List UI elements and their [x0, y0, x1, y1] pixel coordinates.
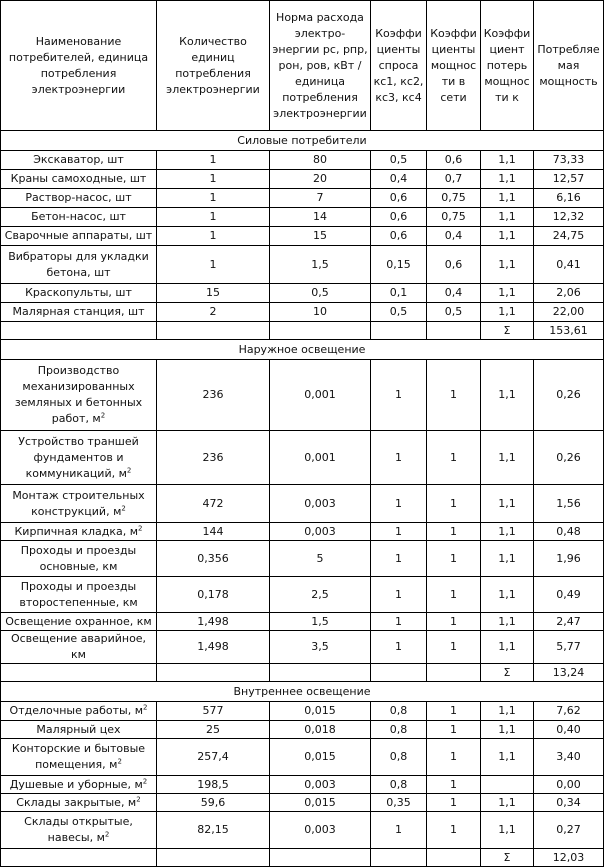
- empty-cell: [270, 664, 371, 682]
- cell-kl: 1,1: [481, 246, 534, 284]
- section-title: Силовые потребители: [1, 131, 604, 151]
- cell-kp: 0,4: [427, 284, 481, 303]
- cell-name: Сварочные аппараты, шт: [1, 227, 157, 246]
- cell-name: Раствор-насос, шт: [1, 189, 157, 208]
- cell-name: Краны самоходные, шт: [1, 170, 157, 189]
- cell-norm: 1,5: [270, 613, 371, 631]
- cell-kl: 1,1: [481, 577, 534, 613]
- cell-qty: 59,6: [157, 794, 270, 812]
- table-row: [1, 208, 604, 227]
- cell-qty: 1,498: [157, 613, 270, 631]
- cell-norm: 0,003: [270, 523, 371, 541]
- table-row: [1, 812, 604, 849]
- table-row: [1, 360, 604, 431]
- cell-name: Освещение охранное, км: [1, 613, 157, 631]
- unit-superscript: 2: [136, 794, 141, 803]
- cell-norm: 0,015: [270, 794, 371, 812]
- cell-kp: 1: [427, 631, 481, 664]
- cell-name-text: Конторские и бытовые помещения, м: [11, 742, 146, 771]
- cell-qty: 236: [157, 360, 270, 431]
- cell-name-text: Душевые и уборные, м: [9, 777, 143, 791]
- cell-p: 0,40: [534, 721, 604, 739]
- cell-name: Малярная станция, шт: [1, 303, 157, 322]
- cell-p: 0,41: [534, 246, 604, 284]
- empty-cell: [427, 664, 481, 682]
- section-total: 12,03: [534, 849, 604, 867]
- empty-cell: [157, 322, 270, 340]
- total-row: [1, 322, 604, 340]
- empty-cell: [270, 849, 371, 867]
- cell-kl: 1,1: [481, 631, 534, 664]
- cell-norm: 80: [270, 151, 371, 170]
- cell-p: 3,40: [534, 739, 604, 776]
- cell-kd: 0,8: [371, 721, 427, 739]
- cell-norm: 0,003: [270, 812, 371, 849]
- cell-kp: 0,6: [427, 246, 481, 284]
- section-title: Внутреннее освещение: [1, 682, 604, 702]
- cell-kd: 0,6: [371, 208, 427, 227]
- cell-kd: 0,8: [371, 739, 427, 776]
- empty-cell: [1, 849, 157, 867]
- cell-name-text: Устройство траншей фундаментов и коммуникаций, м: [18, 434, 139, 480]
- cell-kd: 0,5: [371, 303, 427, 322]
- cell-kp: 1: [427, 739, 481, 776]
- cell-p: 0,26: [534, 360, 604, 431]
- cell-name: [1, 702, 157, 721]
- cell-p: 73,33: [534, 151, 604, 170]
- cell-name-text: Склады открытые, навесы, м: [24, 815, 133, 844]
- cell-kd: 0,8: [371, 776, 427, 794]
- cell-kd: 1: [371, 613, 427, 631]
- unit-superscript: 2: [100, 411, 106, 420]
- cell-norm: 3,5: [270, 631, 371, 664]
- cell-p: 1,56: [534, 485, 604, 523]
- empty-cell: [270, 322, 371, 340]
- cell-p: 7,62: [534, 702, 604, 721]
- cell-kp: 0,4: [427, 227, 481, 246]
- cell-p: 6,16: [534, 189, 604, 208]
- cell-kd: 0,15: [371, 246, 427, 284]
- cell-name: [1, 431, 157, 485]
- cell-norm: 0,015: [270, 702, 371, 721]
- cell-qty: 1: [157, 246, 270, 284]
- cell-kp: 1: [427, 702, 481, 721]
- cell-norm: 15: [270, 227, 371, 246]
- cell-kp: 1: [427, 360, 481, 431]
- cell-qty: 472: [157, 485, 270, 523]
- table-body: [1, 131, 604, 867]
- cell-kl: 1,1: [481, 284, 534, 303]
- cell-kd: 1: [371, 541, 427, 577]
- cell-p: 1,96: [534, 541, 604, 577]
- cell-p: 5,77: [534, 631, 604, 664]
- cell-qty: 144: [157, 523, 270, 541]
- section-row: [1, 682, 604, 702]
- cell-kl: 1,1: [481, 702, 534, 721]
- col-header-qty: Количество единиц потребления электроэнергии: [157, 1, 270, 131]
- cell-name: Вибраторы для укладки бетона, шт: [1, 246, 157, 284]
- cell-norm: 0,001: [270, 360, 371, 431]
- cell-name-text: Отделочные работы, м: [9, 704, 143, 717]
- cell-name: Проходы и проезды основные, км: [1, 541, 157, 577]
- table-row: [1, 227, 604, 246]
- cell-p: 0,49: [534, 577, 604, 613]
- cell-norm: 7: [270, 189, 371, 208]
- cell-kd: 0,6: [371, 227, 427, 246]
- cell-kp: 0,7: [427, 170, 481, 189]
- cell-p: 0,34: [534, 794, 604, 812]
- cell-kp: 0,6: [427, 151, 481, 170]
- cell-p: 12,57: [534, 170, 604, 189]
- unit-superscript: 2: [121, 503, 126, 512]
- cell-kl: [481, 776, 534, 794]
- header-row: [1, 1, 604, 131]
- empty-cell: [371, 322, 427, 340]
- col-header-name: Наименование потребителей, единица потребления электроэнергии: [1, 1, 157, 131]
- cell-kp: 1: [427, 577, 481, 613]
- cell-norm: 0,015: [270, 739, 371, 776]
- cell-name: [1, 360, 157, 431]
- cell-kp: 1: [427, 613, 481, 631]
- cell-kl: 1,1: [481, 541, 534, 577]
- cell-p: 24,75: [534, 227, 604, 246]
- cell-name: Краскопульты, шт: [1, 284, 157, 303]
- cell-norm: 5: [270, 541, 371, 577]
- cell-kd: 0,4: [371, 170, 427, 189]
- table-row: [1, 485, 604, 523]
- cell-norm: 20: [270, 170, 371, 189]
- cell-qty: 15: [157, 284, 270, 303]
- table-row: [1, 613, 604, 631]
- cell-kp: 1: [427, 541, 481, 577]
- cell-p: 0,26: [534, 431, 604, 485]
- table-row: [1, 246, 604, 284]
- cell-qty: 82,15: [157, 812, 270, 849]
- empty-cell: [1, 664, 157, 682]
- cell-kd: 0,1: [371, 284, 427, 303]
- empty-cell: [371, 849, 427, 867]
- cell-qty: 0,178: [157, 577, 270, 613]
- cell-qty: 0,356: [157, 541, 270, 577]
- cell-kl: 1,1: [481, 794, 534, 812]
- cell-kd: 1: [371, 431, 427, 485]
- cell-name-text: Кирпичная кладка, м: [14, 524, 139, 538]
- cell-name-text: Склады закрытые, м: [16, 795, 137, 809]
- cell-norm: 10: [270, 303, 371, 322]
- table-row: [1, 303, 604, 322]
- cell-kl: 1,1: [481, 208, 534, 227]
- cell-name: Освещение аварийное, км: [1, 631, 157, 664]
- sum-symbol: Σ: [481, 664, 534, 682]
- table-row: [1, 577, 604, 613]
- unit-superscript: 2: [126, 465, 132, 474]
- cell-p: 12,32: [534, 208, 604, 227]
- cell-kd: 1: [371, 523, 427, 541]
- sum-symbol: Σ: [481, 322, 534, 340]
- cell-kd: 1: [371, 631, 427, 664]
- cell-p: 22,00: [534, 303, 604, 322]
- cell-p: 0,00: [534, 776, 604, 794]
- cell-qty: 257,4: [157, 739, 270, 776]
- cell-kp: 1: [427, 812, 481, 849]
- cell-kl: 1,1: [481, 227, 534, 246]
- cell-qty: 1: [157, 208, 270, 227]
- cell-kp: 0,75: [427, 189, 481, 208]
- section-total: 153,61: [534, 322, 604, 340]
- cell-norm: 0,018: [270, 721, 371, 739]
- cell-name: Экскаватор, шт: [1, 151, 157, 170]
- unit-superscript: 2: [117, 757, 122, 766]
- unit-superscript: 2: [143, 703, 148, 712]
- cell-kl: 1,1: [481, 431, 534, 485]
- cell-kl: 1,1: [481, 812, 534, 849]
- cell-name: [1, 776, 157, 794]
- total-row: [1, 849, 604, 867]
- cell-qty: 236: [157, 431, 270, 485]
- section-row: [1, 131, 604, 151]
- cell-norm: 0,003: [270, 776, 371, 794]
- section-row: [1, 340, 604, 360]
- table-row: [1, 151, 604, 170]
- table-row: [1, 739, 604, 776]
- cell-kl: 1,1: [481, 613, 534, 631]
- table-row: [1, 702, 604, 721]
- cell-name-text: Производство механизированных земляных и бетонных работ, м: [14, 364, 143, 425]
- cell-kl: 1,1: [481, 189, 534, 208]
- unit-superscript: 2: [104, 830, 110, 839]
- total-row: [1, 664, 604, 682]
- cell-kl: 1,1: [481, 523, 534, 541]
- cell-norm: 0,003: [270, 485, 371, 523]
- cell-norm: 0,5: [270, 284, 371, 303]
- sum-symbol: Σ: [481, 849, 534, 867]
- cell-kd: 1: [371, 360, 427, 431]
- cell-name: Малярный цех: [1, 721, 157, 739]
- empty-cell: [157, 849, 270, 867]
- cell-norm: 14: [270, 208, 371, 227]
- cell-kl: 1,1: [481, 485, 534, 523]
- table-row: [1, 541, 604, 577]
- table-row: [1, 284, 604, 303]
- cell-qty: 1: [157, 227, 270, 246]
- cell-p: 2,47: [534, 613, 604, 631]
- cell-norm: 2,5: [270, 577, 371, 613]
- col-header-kdemand: Коэффициенты спроса кс1, кс2, кс3, кс4: [371, 1, 427, 131]
- col-header-kloss: Коэффициент потерь мощности к: [481, 1, 534, 131]
- cell-qty: 1: [157, 151, 270, 170]
- cell-norm: 0,001: [270, 431, 371, 485]
- cell-kp: 0,75: [427, 208, 481, 227]
- cell-kl: 1,1: [481, 721, 534, 739]
- cell-name: [1, 523, 157, 541]
- table-row: [1, 721, 604, 739]
- cell-qty: 1: [157, 170, 270, 189]
- cell-name: Бетон-насос, шт: [1, 208, 157, 227]
- cell-kp: 1: [427, 523, 481, 541]
- cell-kp: 1: [427, 485, 481, 523]
- empty-cell: [427, 849, 481, 867]
- table-row: [1, 170, 604, 189]
- cell-name: [1, 812, 157, 849]
- table-row: [1, 776, 604, 794]
- cell-name-text: Монтаж строительных конструкций, м: [12, 488, 145, 518]
- cell-p: 0,48: [534, 523, 604, 541]
- cell-name: Проходы и проезды второстепенные, км: [1, 577, 157, 613]
- cell-kp: 1: [427, 431, 481, 485]
- cell-kd: 1: [371, 812, 427, 849]
- cell-kp: 1: [427, 794, 481, 812]
- empty-cell: [427, 322, 481, 340]
- cell-qty: 2: [157, 303, 270, 322]
- cell-kl: 1,1: [481, 151, 534, 170]
- cell-kd: 1: [371, 485, 427, 523]
- cell-kp: 0,5: [427, 303, 481, 322]
- cell-kl: 1,1: [481, 360, 534, 431]
- empty-cell: [157, 664, 270, 682]
- cell-name: [1, 739, 157, 776]
- cell-kd: 0,8: [371, 702, 427, 721]
- col-header-norm: Норма расхода электро-энергии рс, pпр, рон, ров, кВт / единица потребления электроэнергии: [270, 1, 371, 131]
- cell-name: [1, 485, 157, 523]
- cell-qty: 1: [157, 189, 270, 208]
- cell-kl: 1,1: [481, 303, 534, 322]
- cell-qty: 25: [157, 721, 270, 739]
- table-row: [1, 431, 604, 485]
- cell-kl: 1,1: [481, 739, 534, 776]
- unit-superscript: 2: [138, 523, 143, 532]
- empty-cell: [1, 322, 157, 340]
- cell-p: 0,27: [534, 812, 604, 849]
- table-row: [1, 523, 604, 541]
- section-title: Наружное освещение: [1, 340, 604, 360]
- cell-name: [1, 794, 157, 812]
- cell-kd: 0,6: [371, 189, 427, 208]
- table-row: [1, 631, 604, 664]
- cell-qty: 198,5: [157, 776, 270, 794]
- cell-kp: 1: [427, 776, 481, 794]
- cell-kl: 1,1: [481, 170, 534, 189]
- col-header-kpower: Коэффициенты мощности в сети: [427, 1, 481, 131]
- empty-cell: [371, 664, 427, 682]
- cell-p: 2,06: [534, 284, 604, 303]
- unit-superscript: 2: [142, 776, 148, 785]
- section-total: 13,24: [534, 664, 604, 682]
- cell-kd: 0,35: [371, 794, 427, 812]
- col-header-consumed: Потребляемая мощность: [534, 1, 604, 131]
- cell-qty: 577: [157, 702, 270, 721]
- cell-kd: 0,5: [371, 151, 427, 170]
- cell-norm: 1,5: [270, 246, 371, 284]
- table-row: [1, 794, 604, 812]
- cell-kp: 1: [427, 721, 481, 739]
- cell-qty: 1,498: [157, 631, 270, 664]
- cell-kd: 1: [371, 577, 427, 613]
- table-row: [1, 189, 604, 208]
